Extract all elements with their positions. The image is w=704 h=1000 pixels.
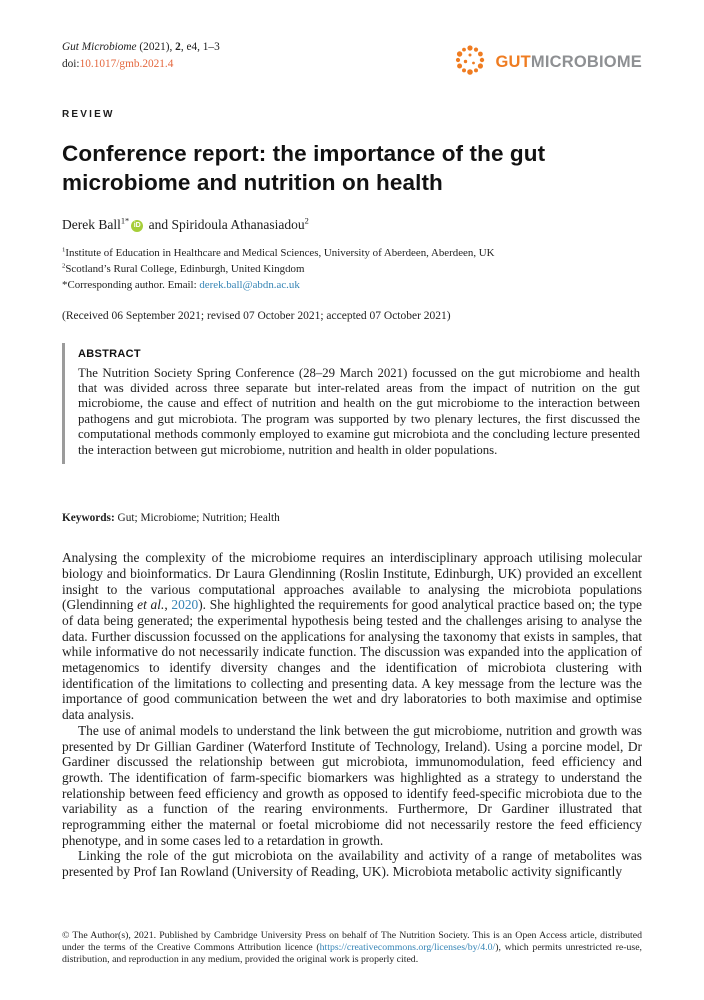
affiliation-2 — [62, 261, 642, 277]
citation-line — [62, 40, 220, 56]
doi-label: doi: — [62, 57, 80, 70]
paragraph-1-after: ). She highlighted the requirements for good analytical practice based on; the type of data being generated; the experimental hypothesis being tested and the challenges arising to analyse the data. Further discussion focussed on the applications for analysing the taxonomy that exists in samples, that while informative do not necessarily indicate function. The discussion was expanded into the application of metagenomics to identify diversity changes and the identification of microbiota clustering with identification of the limitations to collecting and presenting data. A key message from the lecture was the importance of good communication between the wet and dry laboratories to both maximise and optimise data analysis. — [62, 597, 642, 723]
keywords-label: Keywords: — [62, 512, 115, 525]
logo-text-microbiome: MICROBIOME — [530, 53, 642, 71]
footer-text-after: ), which permits unrestricted re-use, distribution, and reproduction in any medium, provided the original work is properly cited. — [62, 942, 642, 966]
article-history: (Received 06 September 2021; revised 07 October 2021; accepted 07 October 2021) — [62, 309, 451, 322]
journal-name: Gut Microbiome — [62, 41, 137, 53]
logo-wordmark — [495, 53, 642, 72]
journal-citation — [62, 40, 220, 73]
affiliation-2-text: Scotland’s Rural College, Edinburgh, United Kingdom — [65, 262, 305, 275]
corresponding-prefix: *Corresponding author. Email: — [62, 279, 200, 292]
author-1-name: Derek Ball — [62, 216, 121, 232]
citation-volume: 2 — [175, 41, 181, 53]
paragraph-2: The use of animal models to understand the link between the gut microbiome, nutrition and growth was presented by Dr Gillian Gardiner (Waterford Institute of Technology, Ireland). Using a porcine model, Dr Gardiner discussed the relationship between gut microbiota, immunomodulation, feed efficiency and growth. The identification of farm-specific biomarkers was highlighted as a strategy to understand the relationship between feed efficiency and growth as opposed to identify feed-specific microbiota due to the variability as a function of the rearing environments. Furthermore, Dr Gardiner illustrated that reprogramming either the maternal or foetal microbiome did not necessarily restore the feed efficiency phenotype, and in some cases led to a retardation in growth. — [62, 722, 642, 848]
affiliation-1-text: Institute of Education in Healthcare and Medical Sciences, University of Aberdeen, Aberdeen, UK — [65, 246, 495, 259]
paragraph-1-mid: , — [164, 597, 172, 613]
orcid-icon[interactable]: iD — [131, 220, 143, 232]
author-2-name: Spiridoula Athanasiadou — [171, 216, 305, 232]
citation-year: (2021), — [136, 41, 176, 53]
keywords-line — [62, 512, 642, 524]
paragraph-1 — [62, 550, 642, 723]
abstract-section — [62, 343, 642, 464]
paragraph-1-text: Analysing the complexity of the microbiome requires an interdisciplinary approach utilising molecular biology and bioinformatics. Dr Laura Glendinning (Roslin Institute, Edinburgh, UK) provided an excellent insight to the various computational approaches available to analysing the microbiota populations (Glendinning — [62, 550, 642, 613]
doi-link[interactable]: 10.1017/gmb.2021.4 — [79, 57, 174, 70]
citation-pages: , e4, 1–3 — [180, 41, 220, 53]
page-header — [62, 40, 642, 83]
article-body — [62, 550, 642, 880]
copyright-footer — [62, 930, 642, 966]
abstract-heading: ABSTRACT — [78, 347, 141, 360]
abstract-text: The Nutrition Society Spring Conference (28–29 March 2021) focussed on the gut microbiome and health that was divided across three separate but inter-related areas from the impact of nutrition on the gut microbiome, the cause and effect of nutrition and health on the gut microbiome to the interaction between pathogens and gut microbiota. The program was supported by two plenary lectures, the first discussed the computational methods commonly employed to examine gut microbiota and the concluding lecture presented the interaction between gut microbiome, nutrition and health in older populations. — [78, 365, 640, 457]
affiliation-1 — [62, 245, 642, 261]
keywords-value: Gut; Microbiome; Nutrition; Health — [117, 512, 280, 525]
citation-link-2020[interactable]: 2020 — [171, 597, 199, 613]
author-2-superscript: 2 — [304, 216, 309, 226]
author-1-superscript: 1* — [120, 216, 130, 226]
article-title: Conference report: the importance of the gut microbiome and nutrition on health — [62, 141, 546, 195]
doi-line — [62, 57, 220, 73]
journal-logo — [452, 42, 642, 83]
paragraph-3: Linking the role of the gut microbiota on the availability and activity of a range of metabolites was presented by Prof Ian Rowland (University of Reading, UK). Microbiota metabolic activity significantly — [62, 848, 642, 880]
gut-microbiome-logo-icon — [452, 42, 488, 83]
footer-text-before: © The Author(s), 2021. Published by Cambridge University Press on behalf of The Nutrition Society. This is an Open Access article, distributed under the terms of the Creative Commons Attribution licence ( — [62, 930, 642, 954]
corresponding-author-line — [62, 277, 642, 293]
affiliation-1-superscript: 1 — [62, 245, 66, 253]
authors-connector: and — [148, 216, 169, 232]
authors-line — [62, 217, 642, 233]
etal-italic: et al. — [137, 597, 165, 613]
article-type-label: REVIEW — [62, 109, 115, 120]
creative-commons-link[interactable]: https://creativecommons.org/licenses/by/4.0/ — [319, 942, 496, 954]
affiliations — [62, 245, 642, 294]
corresponding-email-link[interactable]: derek.ball@abdn.ac.uk — [199, 279, 300, 292]
affiliation-2-superscript: 2 — [62, 262, 66, 270]
logo-text-gut: GUT — [495, 53, 531, 71]
